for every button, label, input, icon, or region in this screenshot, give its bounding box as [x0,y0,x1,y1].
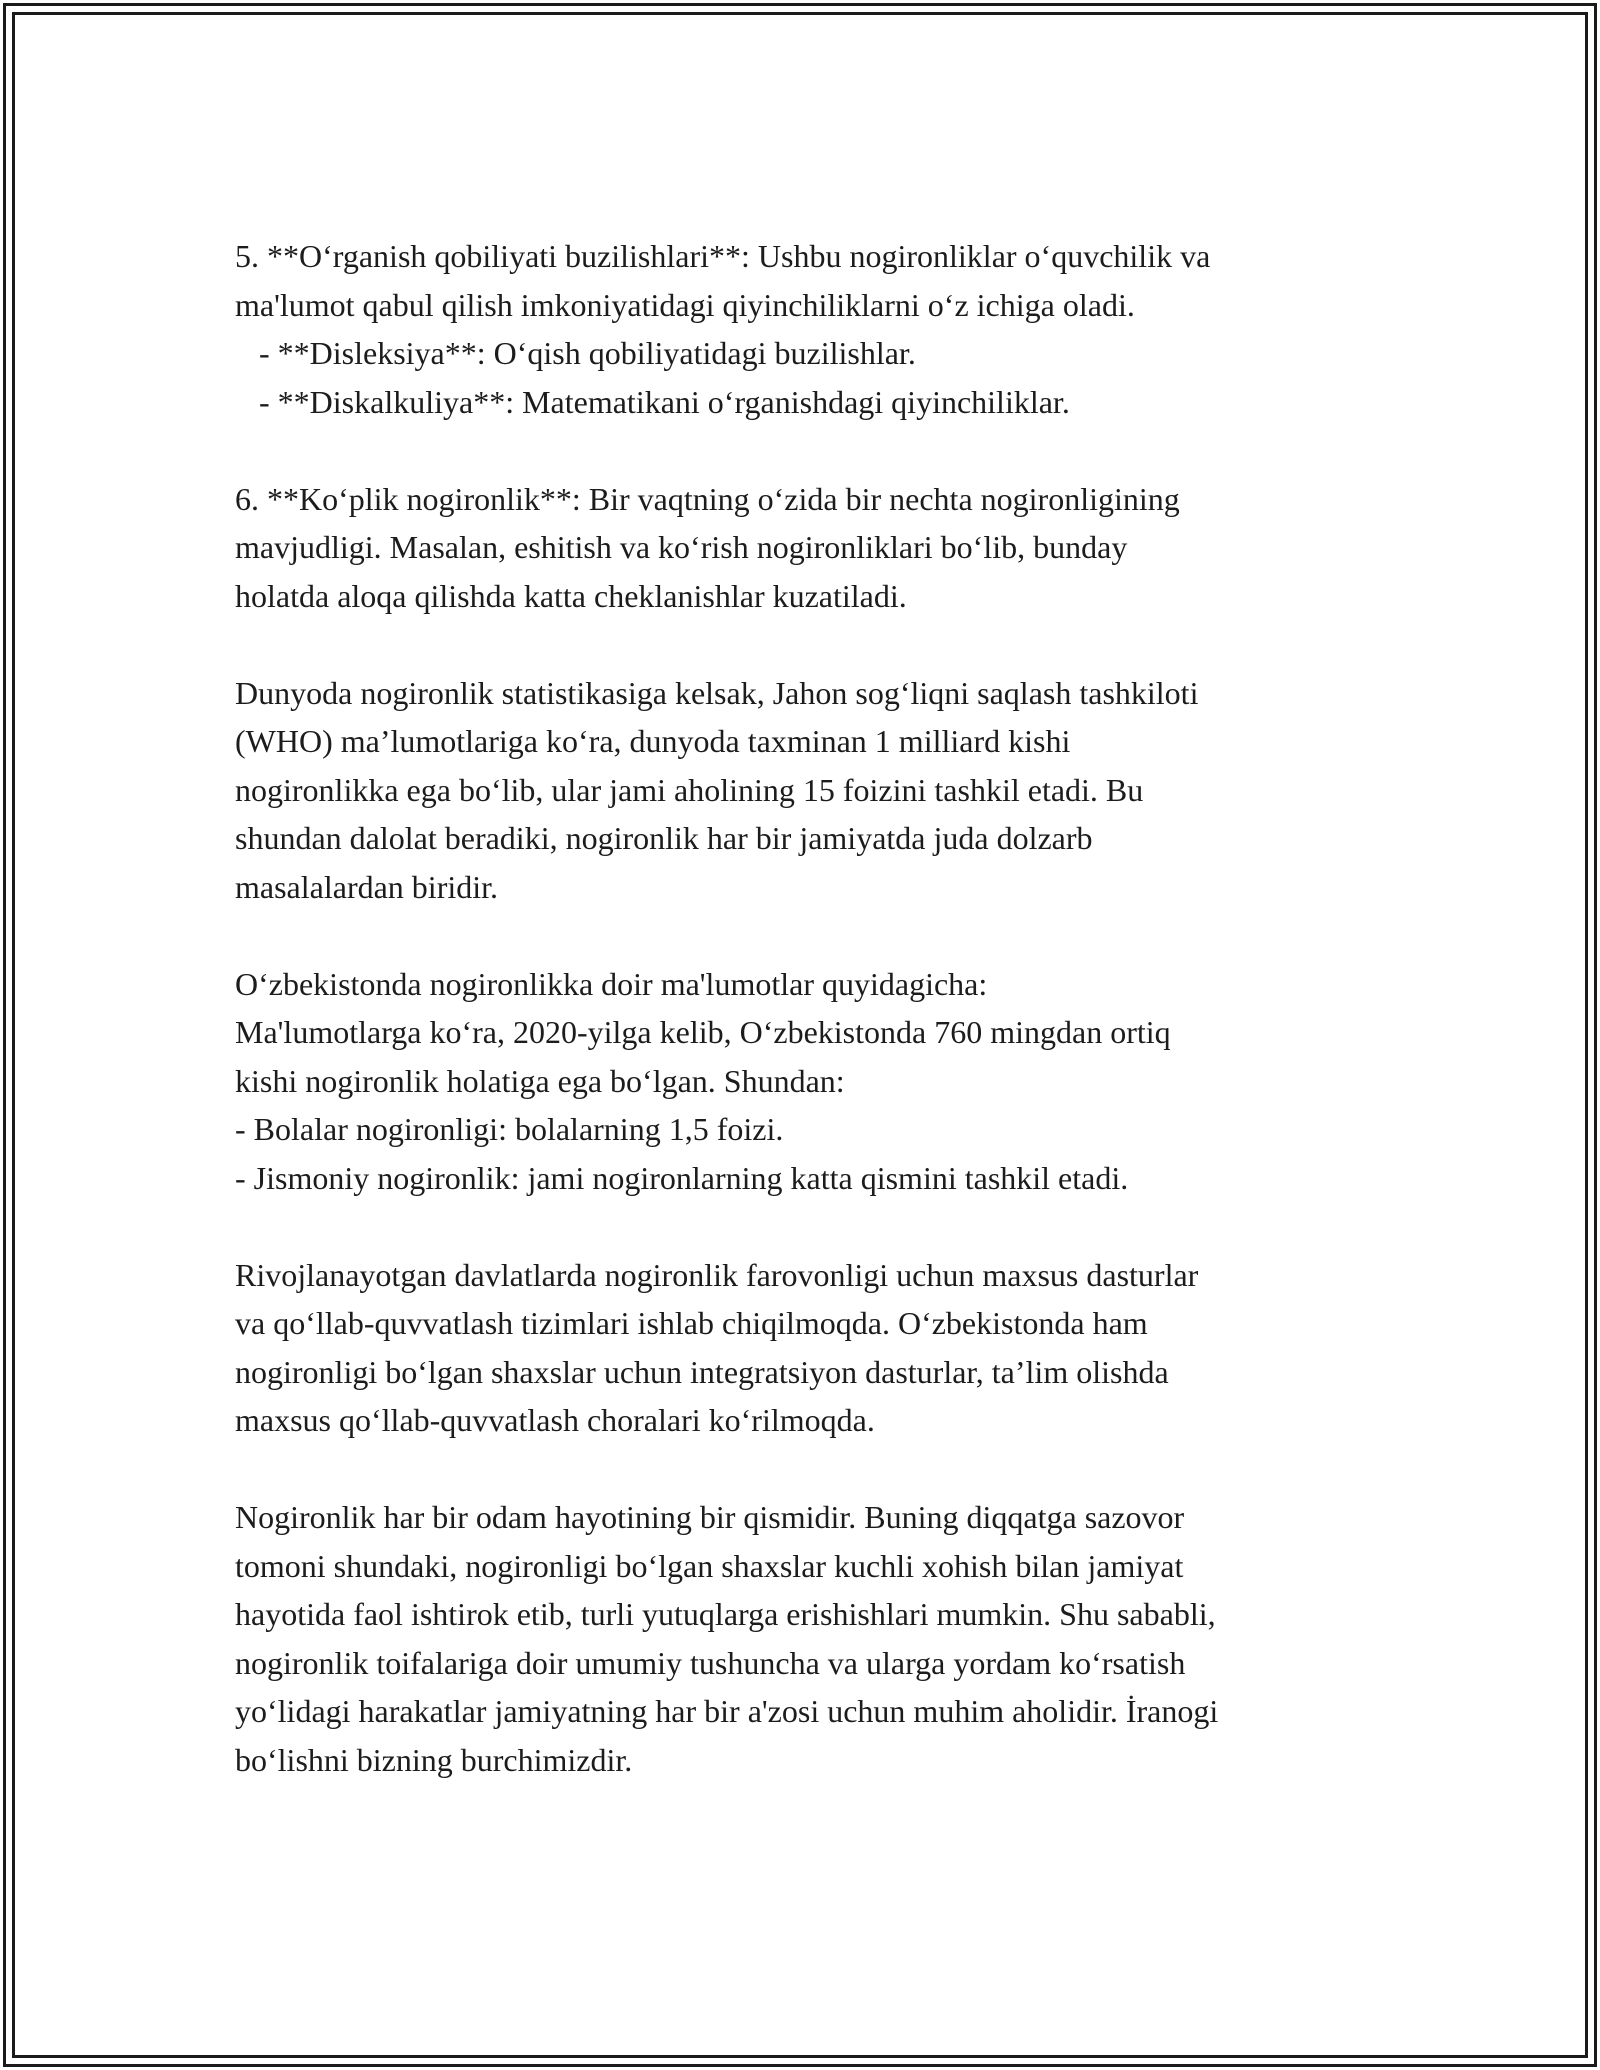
document-body [235,232,1375,1833]
paragraph-world-statistics [235,669,1375,912]
list-item: - Jismoniy nogironlik: jami nogironlarning katta qismini tashkil etadi. [235,1159,1129,1196]
list-item: - Bolalar nogironligi: bolalarning 1,5 foizi. [235,1111,784,1147]
text-line: bo‘lishni bizning burchimizdir. [235,1741,633,1778]
text-line: yo‘lidagi harakatlar jamiyatning har bir a'zosi uchun muhim aholidir. İranogi [235,1693,1219,1729]
text-line: 5. **O‘rganish qobiliyati buzilishlari**: Ushbu nogironliklar o‘quvchilik va [235,238,1211,274]
text-line: ma'lumot qabul qilish imkoniyatidagi qiyinchiliklarni o‘z ichiga oladi. [235,286,1135,323]
text-line: (WHO) ma’lumotlariga ko‘ra, dunyoda taxminan 1 milliard kishi [235,723,1071,759]
text-line: kishi nogironlik holatiga ega bo‘lgan. Shundan: [235,1062,845,1099]
list-item: - **Disleksiya**: O‘qish qobiliyatidagi buzilishlar. [235,335,916,371]
text-line: nogironlikka ega bo‘lib, ular jami aholining 15 foizini tashkil etadi. Bu [235,771,1144,808]
text-line: nogironligi bo‘lgan shaxslar uchun integratsiyon dasturlar, ta’lim olishda [235,1353,1169,1390]
text-line: va qo‘llab-quvvatlash tizimlari ishlab chiqilmoqda. O‘zbekistonda ham [235,1305,1148,1341]
text-line: O‘zbekistonda nogironlikka doir ma'lumotlar quyidagicha: [235,965,988,1002]
text-line: masalalardan biridir. [235,868,499,905]
paragraph-uzbekistan-data [235,960,1375,1203]
text-line: Rivojlanayotgan davlatlarda nogironlik farovonligi uchun maxsus dasturlar [235,1256,1199,1293]
text-line: Nogironlik har bir odam hayotining bir qismidir. Buning diqqatga sazovor [235,1499,1185,1535]
text-line: Dunyoda nogironlik statistikasiga kelsak, Jahon sog‘liqni saqlash tashkiloti [235,674,1199,711]
list-item: - **Diskalkuliya**: Matematikani o‘rganishdagi qiyinchiliklar. [235,383,1070,420]
text-line: shundan dalolat beradiki, nogironlik har bir jamiyatda juda dolzarb [235,820,1093,856]
text-line: maxsus qo‘llab-quvvatlash choralari ko‘rilmoqda. [235,1402,875,1438]
text-line: holatda aloqa qilishda katta cheklanishlar kuzatiladi. [235,577,907,614]
text-line: Ma'lumotlarga ko‘ra, 2020-yilga kelib, O‘zbekistonda 760 mingdan ortiq [235,1014,1171,1050]
paragraph-multiple-disability [235,475,1375,621]
paragraph-conclusion [235,1493,1375,1784]
text-line: nogironlik toifalariga doir umumiy tushuncha va ularga yordam ko‘rsatish [235,1644,1186,1681]
text-line: mavjudligi. Masalan, eshitish va ko‘rish nogironliklari bo‘lib, bunday [235,529,1128,565]
paragraph-support-programs [235,1251,1375,1445]
text-line: hayotida faol ishtirok etib, turli yutuqlarga erishishlari mumkin. Shu sababli, [235,1596,1216,1632]
text-line: 6. **Ko‘plik nogironlik**: Bir vaqtning o‘zida bir nechta nogironligining [235,480,1180,517]
paragraph-learning-disabilities [235,232,1375,426]
text-line: tomoni shundaki, nogironligi bo‘lgan shaxslar kuchli xohish bilan jamiyat [235,1547,1184,1584]
